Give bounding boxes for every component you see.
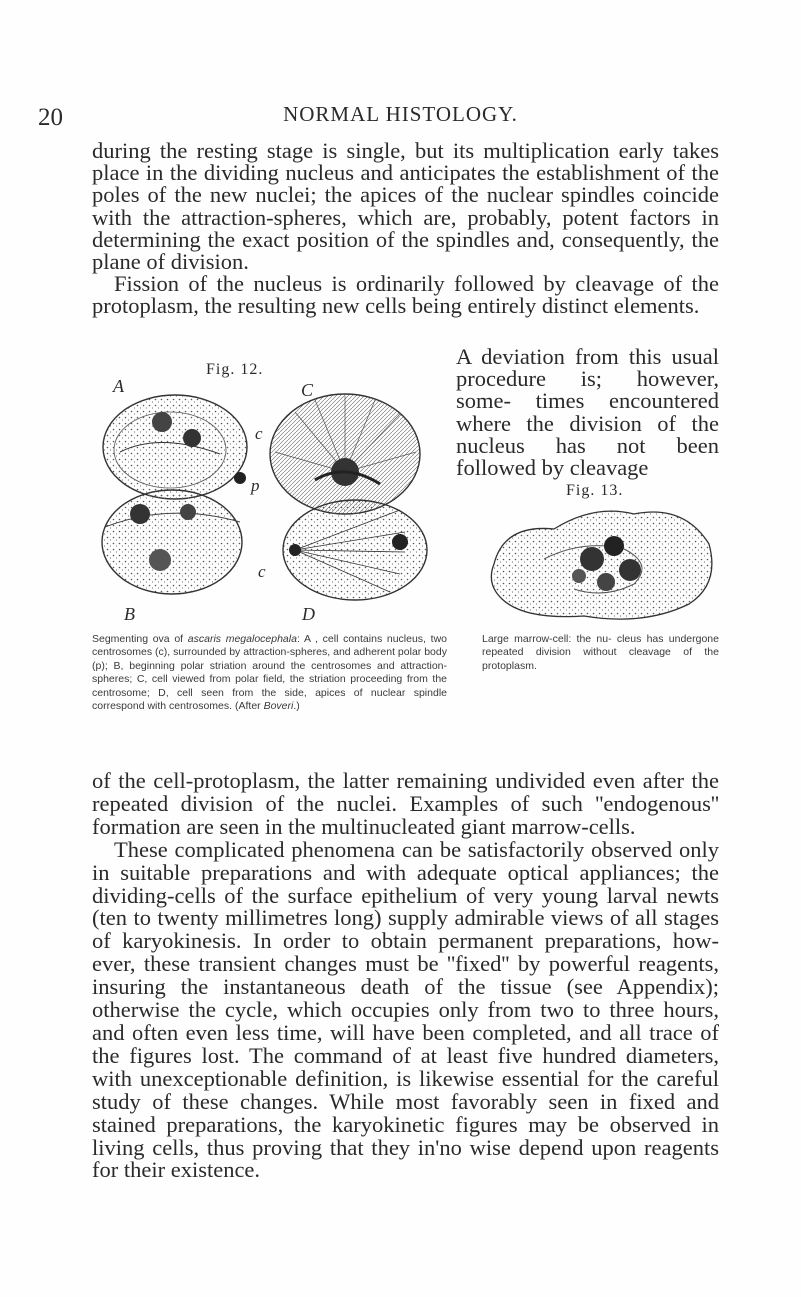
paragraph-karyokinesis: These complicated phenomena can be satisfactorily observed only in suitable preparations and with adequate optical appliances; the dividing-cells of the surface epithelium of very young larval newts (ten to twenty millimetres long) supply admirable views of all stages of karyokinesis. In order to obtain permanent preparations, how- ever, these transient changes must be ''fixed'' by powerful reagents, insuring the instantaneous death of the tissue (see Appendix); otherwise the cycle, which occupies only from two to three hours, and often even less time, will have been completed, and all trace of the figures lost. The command of at least five hundred diameters, with unexceptionable definition, is likewise essential for the careful study of these changes. While most favorably seen in fixed and stained preparations, the karyokinetic figures may be observed in living cells, thus proving that they in'no wise depend upon reagents for their existence. bbox=[92, 836, 719, 1183]
figure-12-caption bbox=[92, 633, 447, 713]
paragraph-resting-stage: during the resting stage is single, but its multiplication early takes place in the dividing nucleus and anticipates the establishment of the poles of the new nuclei; the apices of the nuclear spindles coincide with the attraction-spheres, which are, probably, potent factors in determining the exact position of the spindles and, consequently, the plane of division. bbox=[92, 138, 719, 275]
caption-body: : A , cell contains nucleus, two centrosomes (c), surrounded by attraction-spheres, and adherent polar body (p); B, beginning polar striation around the centrosomes and attraction-spheres; C, cell viewed from polar field, the striation proceeding from the centrosome; D, cell seen from the side, apices of nuclear spindle correspond with centrosomes. (After bbox=[92, 633, 447, 713]
figure-12-title: Fig. 12. bbox=[206, 361, 264, 378]
figure-12-cell-c bbox=[270, 394, 420, 514]
figure-12-illustration bbox=[100, 392, 440, 604]
caption-lead: Segmenting ova of bbox=[92, 633, 184, 645]
figure-13-caption: Large marrow-cell: the nu- cleus has undergone repeated division without cleavage of the protoplasm. bbox=[482, 633, 719, 672]
page-number: 20 bbox=[38, 104, 63, 131]
figure-12-cell-a bbox=[103, 395, 247, 499]
paragraph-fission: Fission of the nucleus is ordinarily followed by cleavage of the protoplasm, the resulting new cells being entirely distinct elements. bbox=[92, 271, 719, 319]
body-text-bottom bbox=[92, 770, 719, 1182]
paragraph-endogenous: of the cell-protoplasm, the latter remaining undivided even after the repeated division of the nuclei. Examples of such ''endogenous'' formation are seen in the multinucleated giant marrow-cells. bbox=[92, 768, 719, 839]
figure-12-label-polar-body: p bbox=[251, 476, 260, 495]
body-text-top bbox=[92, 140, 719, 318]
figure-12-label-centrosome-top: c bbox=[255, 424, 263, 443]
figure-12-cell-d bbox=[283, 500, 427, 600]
running-head: NORMAL HISTOLOGY. bbox=[283, 102, 518, 126]
figure-12-label-centrosome-bottom: c bbox=[258, 562, 266, 581]
figure-12-label-b: B bbox=[124, 604, 135, 624]
figure-13-illustration bbox=[484, 504, 720, 626]
body-text-beside-figures: A deviation from this usual procedure is; however, some- times encountered where the division of the nucleus has not been followed by cleavage bbox=[456, 344, 719, 481]
caption-species: ascaris megalocephala bbox=[187, 633, 297, 645]
figure-12-label-c: C bbox=[301, 380, 314, 400]
figure-12-label-a: A bbox=[113, 376, 124, 396]
figure-12-label-d: D bbox=[302, 604, 315, 624]
figure-13-title: Fig. 13. bbox=[566, 482, 624, 499]
caption-author: Boveri bbox=[263, 700, 294, 713]
figure-12-cell-b bbox=[102, 490, 242, 594]
caption-end: .) bbox=[293, 700, 300, 713]
